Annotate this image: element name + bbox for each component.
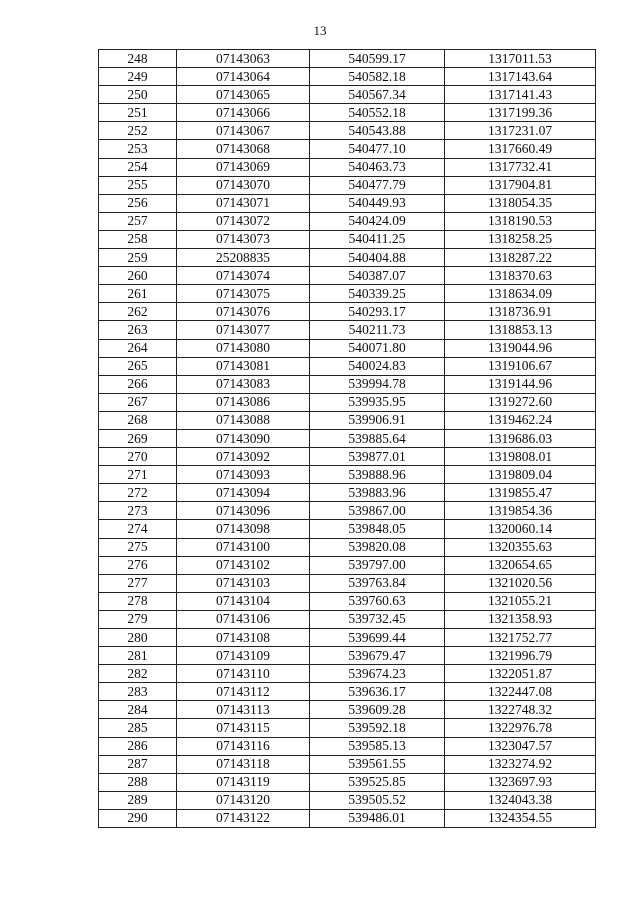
table-row: [99, 773, 596, 791]
point-id-cell: 07143119: [177, 773, 310, 791]
x-coordinate-cell: 539679.47: [310, 647, 445, 665]
point-id-cell: 07143106: [177, 610, 310, 628]
point-id-cell: 07143109: [177, 647, 310, 665]
x-coordinate-cell: 540211.73: [310, 321, 445, 339]
point-id-cell: 07143096: [177, 502, 310, 520]
table-row: [99, 393, 596, 411]
y-coordinate-cell: 1318287.22: [445, 249, 596, 267]
table-row: [99, 375, 596, 393]
x-coordinate-cell: 539592.18: [310, 719, 445, 737]
y-coordinate-cell: 1320654.65: [445, 556, 596, 574]
y-coordinate-cell: 1319855.47: [445, 484, 596, 502]
point-id-cell: 07143069: [177, 158, 310, 176]
table-row: [99, 538, 596, 556]
table-row: [99, 647, 596, 665]
point-number-cell: 259: [99, 249, 177, 267]
point-number-cell: 257: [99, 212, 177, 230]
y-coordinate-cell: 1319854.36: [445, 502, 596, 520]
x-coordinate-cell: 539867.00: [310, 502, 445, 520]
y-coordinate-cell: 1318853.13: [445, 321, 596, 339]
x-coordinate-cell: 540567.34: [310, 86, 445, 104]
point-number-cell: 254: [99, 158, 177, 176]
point-number-cell: 286: [99, 737, 177, 755]
point-number-cell: 265: [99, 357, 177, 375]
table-row: [99, 285, 596, 303]
table-row: [99, 122, 596, 140]
point-number-cell: 279: [99, 610, 177, 628]
point-id-cell: 07143086: [177, 393, 310, 411]
y-coordinate-cell: 1318370.63: [445, 267, 596, 285]
point-number-cell: 253: [99, 140, 177, 158]
x-coordinate-cell: 539674.23: [310, 665, 445, 683]
point-number-cell: 272: [99, 484, 177, 502]
point-number-cell: 287: [99, 755, 177, 773]
coordinates-table: [98, 49, 596, 828]
point-number-cell: 264: [99, 339, 177, 357]
table-row: [99, 158, 596, 176]
y-coordinate-cell: 1322447.08: [445, 683, 596, 701]
table-row: [99, 809, 596, 827]
point-number-cell: 271: [99, 466, 177, 484]
y-coordinate-cell: 1324043.38: [445, 791, 596, 809]
table-row: [99, 683, 596, 701]
point-id-cell: 07143081: [177, 357, 310, 375]
point-id-cell: 07143110: [177, 665, 310, 683]
y-coordinate-cell: 1322051.87: [445, 665, 596, 683]
table-row: [99, 592, 596, 610]
point-number-cell: 290: [99, 809, 177, 827]
point-id-cell: 07143067: [177, 122, 310, 140]
table-row: [99, 86, 596, 104]
point-number-cell: 260: [99, 267, 177, 285]
y-coordinate-cell: 1317231.07: [445, 122, 596, 140]
x-coordinate-cell: 539994.78: [310, 375, 445, 393]
y-coordinate-cell: 1321055.21: [445, 592, 596, 610]
x-coordinate-cell: 540477.79: [310, 176, 445, 194]
x-coordinate-cell: 539883.96: [310, 484, 445, 502]
point-number-cell: 268: [99, 411, 177, 429]
table-row: [99, 556, 596, 574]
point-id-cell: 07143104: [177, 592, 310, 610]
table-row: [99, 719, 596, 737]
y-coordinate-cell: 1319106.67: [445, 357, 596, 375]
table-row: [99, 50, 596, 68]
y-coordinate-cell: 1324354.55: [445, 809, 596, 827]
table-row: [99, 339, 596, 357]
y-coordinate-cell: 1323274.92: [445, 755, 596, 773]
point-number-cell: 266: [99, 375, 177, 393]
point-number-cell: 250: [99, 86, 177, 104]
table-row: [99, 212, 596, 230]
table-row: [99, 737, 596, 755]
y-coordinate-cell: 1322748.32: [445, 701, 596, 719]
point-number-cell: 289: [99, 791, 177, 809]
table-row: [99, 303, 596, 321]
x-coordinate-cell: 539877.01: [310, 448, 445, 466]
point-number-cell: 282: [99, 665, 177, 683]
y-coordinate-cell: 1317732.41: [445, 158, 596, 176]
table-row: [99, 411, 596, 429]
point-id-cell: 07143075: [177, 285, 310, 303]
x-coordinate-cell: 539585.13: [310, 737, 445, 755]
x-coordinate-cell: 539820.08: [310, 538, 445, 556]
y-coordinate-cell: 1320355.63: [445, 538, 596, 556]
y-coordinate-cell: 1319462.24: [445, 411, 596, 429]
y-coordinate-cell: 1318736.91: [445, 303, 596, 321]
x-coordinate-cell: 539486.01: [310, 809, 445, 827]
table-row: [99, 104, 596, 122]
x-coordinate-cell: 540404.88: [310, 249, 445, 267]
x-coordinate-cell: 540449.93: [310, 194, 445, 212]
point-id-cell: 07143065: [177, 86, 310, 104]
table-row: [99, 230, 596, 248]
table-row: [99, 68, 596, 86]
table-row: [99, 629, 596, 647]
point-id-cell: 07143122: [177, 809, 310, 827]
x-coordinate-cell: 540387.07: [310, 267, 445, 285]
table-row: [99, 357, 596, 375]
point-number-cell: 273: [99, 502, 177, 520]
point-id-cell: 07143090: [177, 429, 310, 447]
table-body: [99, 50, 596, 828]
y-coordinate-cell: 1319686.03: [445, 429, 596, 447]
table-row: [99, 574, 596, 592]
point-number-cell: 280: [99, 629, 177, 647]
x-coordinate-cell: 539888.96: [310, 466, 445, 484]
point-number-cell: 288: [99, 773, 177, 791]
x-coordinate-cell: 539525.85: [310, 773, 445, 791]
point-id-cell: 07143113: [177, 701, 310, 719]
x-coordinate-cell: 539763.84: [310, 574, 445, 592]
point-id-cell: 07143103: [177, 574, 310, 592]
x-coordinate-cell: 540477.10: [310, 140, 445, 158]
x-coordinate-cell: 540424.09: [310, 212, 445, 230]
point-number-cell: 276: [99, 556, 177, 574]
point-id-cell: 07143072: [177, 212, 310, 230]
point-id-cell: 07143116: [177, 737, 310, 755]
x-coordinate-cell: 539732.45: [310, 610, 445, 628]
x-coordinate-cell: 539636.17: [310, 683, 445, 701]
point-number-cell: 281: [99, 647, 177, 665]
point-number-cell: 285: [99, 719, 177, 737]
page-number: 13: [313, 23, 327, 38]
table-row: [99, 140, 596, 158]
y-coordinate-cell: 1321020.56: [445, 574, 596, 592]
point-number-cell: 284: [99, 701, 177, 719]
point-id-cell: 07143088: [177, 411, 310, 429]
point-number-cell: 258: [99, 230, 177, 248]
table-row: [99, 665, 596, 683]
point-id-cell: 25208835: [177, 249, 310, 267]
point-id-cell: 07143076: [177, 303, 310, 321]
y-coordinate-cell: 1317199.36: [445, 104, 596, 122]
point-number-cell: 251: [99, 104, 177, 122]
x-coordinate-cell: 540024.83: [310, 357, 445, 375]
point-id-cell: 07143066: [177, 104, 310, 122]
point-id-cell: 07143071: [177, 194, 310, 212]
point-id-cell: 07143070: [177, 176, 310, 194]
x-coordinate-cell: 540543.88: [310, 122, 445, 140]
point-number-cell: 269: [99, 429, 177, 447]
table-row: [99, 249, 596, 267]
point-number-cell: 248: [99, 50, 177, 68]
y-coordinate-cell: 1319044.96: [445, 339, 596, 357]
point-id-cell: 07143112: [177, 683, 310, 701]
point-id-cell: 07143063: [177, 50, 310, 68]
y-coordinate-cell: 1317141.43: [445, 86, 596, 104]
point-id-cell: 07143080: [177, 339, 310, 357]
x-coordinate-cell: 539906.91: [310, 411, 445, 429]
x-coordinate-cell: 539699.44: [310, 629, 445, 647]
point-number-cell: 249: [99, 68, 177, 86]
point-number-cell: 275: [99, 538, 177, 556]
y-coordinate-cell: 1317660.49: [445, 140, 596, 158]
point-id-cell: 07143100: [177, 538, 310, 556]
point-id-cell: 07143118: [177, 755, 310, 773]
y-coordinate-cell: 1321752.77: [445, 629, 596, 647]
y-coordinate-cell: 1321996.79: [445, 647, 596, 665]
point-id-cell: 07143083: [177, 375, 310, 393]
x-coordinate-cell: 539505.52: [310, 791, 445, 809]
x-coordinate-cell: 540071.80: [310, 339, 445, 357]
table-row: [99, 321, 596, 339]
point-id-cell: 07143092: [177, 448, 310, 466]
y-coordinate-cell: 1321358.93: [445, 610, 596, 628]
y-coordinate-cell: 1318634.09: [445, 285, 596, 303]
x-coordinate-cell: 539935.95: [310, 393, 445, 411]
point-id-cell: 07143073: [177, 230, 310, 248]
table-row: [99, 701, 596, 719]
table-row: [99, 176, 596, 194]
x-coordinate-cell: 540293.17: [310, 303, 445, 321]
point-number-cell: 262: [99, 303, 177, 321]
x-coordinate-cell: 539760.63: [310, 592, 445, 610]
point-number-cell: 283: [99, 683, 177, 701]
table-row: [99, 267, 596, 285]
y-coordinate-cell: 1323047.57: [445, 737, 596, 755]
y-coordinate-cell: 1317143.64: [445, 68, 596, 86]
point-number-cell: 278: [99, 592, 177, 610]
x-coordinate-cell: 540463.73: [310, 158, 445, 176]
y-coordinate-cell: 1319808.01: [445, 448, 596, 466]
point-id-cell: 07143115: [177, 719, 310, 737]
x-coordinate-cell: 539848.05: [310, 520, 445, 538]
point-number-cell: 261: [99, 285, 177, 303]
table-row: [99, 466, 596, 484]
point-id-cell: 07143094: [177, 484, 310, 502]
y-coordinate-cell: 1318190.53: [445, 212, 596, 230]
x-coordinate-cell: 540582.18: [310, 68, 445, 86]
table-row: [99, 429, 596, 447]
table-row: [99, 194, 596, 212]
point-id-cell: 07143098: [177, 520, 310, 538]
point-id-cell: 07143068: [177, 140, 310, 158]
point-number-cell: 255: [99, 176, 177, 194]
point-number-cell: 252: [99, 122, 177, 140]
x-coordinate-cell: 539885.64: [310, 429, 445, 447]
table-row: [99, 520, 596, 538]
x-coordinate-cell: 539797.00: [310, 556, 445, 574]
y-coordinate-cell: 1322976.78: [445, 719, 596, 737]
table-row: [99, 502, 596, 520]
x-coordinate-cell: 539561.55: [310, 755, 445, 773]
table-row: [99, 791, 596, 809]
y-coordinate-cell: 1320060.14: [445, 520, 596, 538]
point-number-cell: 277: [99, 574, 177, 592]
point-number-cell: 274: [99, 520, 177, 538]
x-coordinate-cell: 540339.25: [310, 285, 445, 303]
point-id-cell: 07143074: [177, 267, 310, 285]
y-coordinate-cell: 1317011.53: [445, 50, 596, 68]
point-id-cell: 07143102: [177, 556, 310, 574]
x-coordinate-cell: 540599.17: [310, 50, 445, 68]
point-id-cell: 07143108: [177, 629, 310, 647]
point-number-cell: 270: [99, 448, 177, 466]
y-coordinate-cell: 1319272.60: [445, 393, 596, 411]
point-id-cell: 07143093: [177, 466, 310, 484]
x-coordinate-cell: 540411.25: [310, 230, 445, 248]
point-id-cell: 07143120: [177, 791, 310, 809]
table-row: [99, 755, 596, 773]
point-number-cell: 267: [99, 393, 177, 411]
table-row: [99, 484, 596, 502]
table-row: [99, 610, 596, 628]
x-coordinate-cell: 539609.28: [310, 701, 445, 719]
y-coordinate-cell: 1318258.25: [445, 230, 596, 248]
x-coordinate-cell: 540552.18: [310, 104, 445, 122]
y-coordinate-cell: 1323697.93: [445, 773, 596, 791]
y-coordinate-cell: 1317904.81: [445, 176, 596, 194]
y-coordinate-cell: 1319809.04: [445, 466, 596, 484]
y-coordinate-cell: 1318054.35: [445, 194, 596, 212]
y-coordinate-cell: 1319144.96: [445, 375, 596, 393]
point-number-cell: 263: [99, 321, 177, 339]
point-number-cell: 256: [99, 194, 177, 212]
table-row: [99, 448, 596, 466]
point-id-cell: 07143064: [177, 68, 310, 86]
point-id-cell: 07143077: [177, 321, 310, 339]
